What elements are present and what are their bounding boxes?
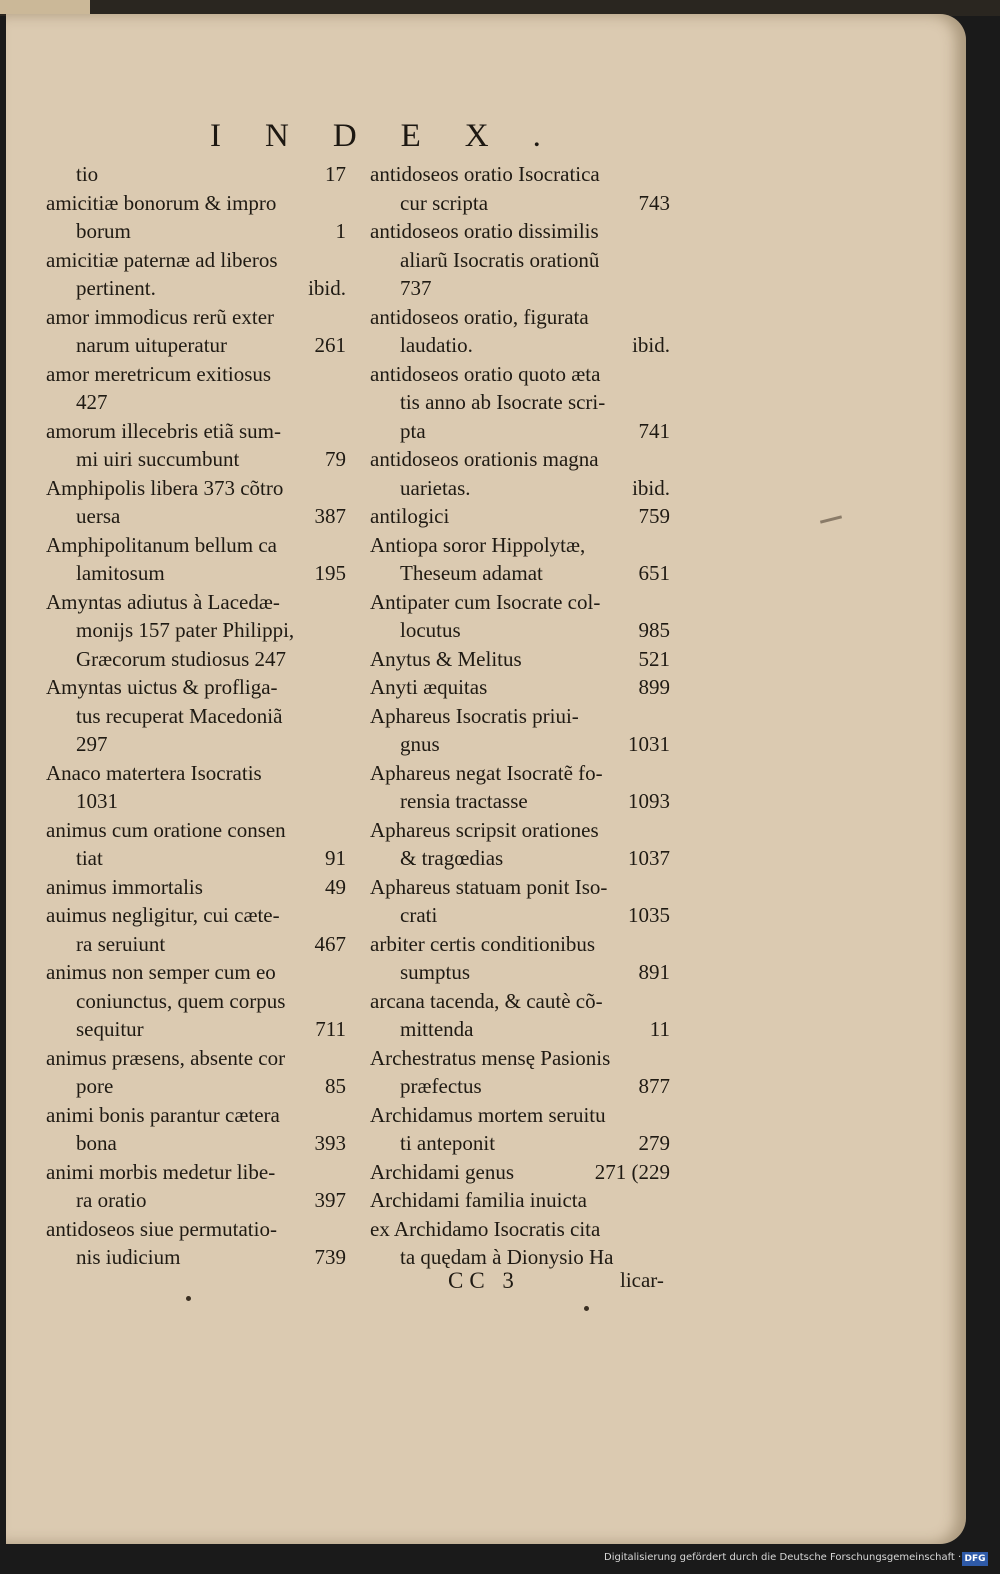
entry-text: tis anno ab Isocrate scri-: [400, 390, 606, 414]
entry-page-number: ibid.: [308, 276, 346, 300]
index-entry: [370, 1186, 670, 1215]
ink-dot: [186, 1296, 191, 1301]
index-entry: [370, 616, 670, 645]
entry-text: coniunctus, quem corpus: [76, 988, 286, 1013]
index-entry: [46, 673, 346, 702]
index-entry: [370, 987, 670, 1016]
entry-text: tiat: [76, 846, 103, 870]
entry-text: animus non semper cum eo: [46, 960, 276, 984]
entry-text: antidoseos siue permutatio-: [46, 1216, 277, 1241]
index-entry: [370, 844, 670, 873]
index-entry: [370, 388, 670, 417]
entry-page-number: 1035: [628, 903, 670, 927]
entry-text: sequitur: [76, 1017, 144, 1041]
entry-text: Antiopa soror Hippolytæ,: [370, 532, 586, 557]
entry-text: aliarũ Isocratis orationũ: [400, 247, 600, 272]
entry-text: animus immortalis: [46, 874, 203, 899]
entry-page-number: 521: [638, 646, 670, 671]
entry-text: cur scripta: [400, 190, 489, 215]
index-entry: [370, 303, 670, 332]
signature-mark: CC 3: [448, 1268, 520, 1293]
entry-text: 297: [76, 732, 108, 756]
index-entry: [46, 901, 346, 930]
index-entry: [46, 274, 346, 303]
entry-text: bona: [76, 1131, 117, 1155]
entry-text: uarietas.: [400, 475, 471, 500]
index-entry: [46, 445, 346, 474]
entry-text: Græcorum studiosus 247: [76, 646, 286, 671]
entry-text: Theseum adamat: [400, 561, 543, 585]
index-entry: [46, 1243, 346, 1272]
entry-text: ti anteponit: [400, 1131, 496, 1155]
entry-text: Archidami genus: [370, 1159, 515, 1184]
entry-page-number: 899: [638, 675, 670, 699]
entry-text: 427: [76, 390, 108, 414]
index-entry: [370, 559, 670, 588]
entry-text: Archidami familia inuicta: [370, 1188, 587, 1212]
entry-page-number: 1031: [628, 732, 670, 756]
entry-text: ex Archidamo Isocratis cita: [370, 1216, 601, 1241]
entry-text: borum: [76, 219, 131, 243]
index-column-left: [46, 160, 346, 1272]
index-entry: [370, 588, 670, 617]
entry-text: 1031: [76, 789, 118, 813]
entry-text: narum uituperatur: [76, 333, 228, 357]
entry-page-number: 91: [325, 846, 346, 870]
entry-text: Aphareus negat Isocratẽ fo-: [370, 760, 603, 785]
index-entry: [370, 1158, 670, 1187]
index-entry: [46, 787, 346, 816]
entry-text: rensia tractasse: [400, 789, 528, 813]
index-entry: [370, 502, 670, 531]
entry-text: Archidamus mortem seruitu: [370, 1102, 606, 1127]
entry-page-number: 195: [314, 561, 346, 585]
entry-text: præfectus: [400, 1074, 482, 1098]
index-entry: [46, 958, 346, 987]
index-entry: [46, 987, 346, 1016]
index-entry: [370, 274, 670, 303]
index-entry: [46, 1215, 346, 1244]
index-entry: [370, 531, 670, 560]
index-entry: [370, 217, 670, 246]
index-entry: [46, 502, 346, 531]
index-entry: [370, 958, 670, 987]
entry-page-number: 387: [314, 504, 346, 528]
entry-page-number: 393: [314, 1131, 346, 1155]
entry-page-number: 759: [638, 504, 670, 528]
entry-text: antidoseos oratio Isocratica: [370, 162, 600, 186]
index-entry: [370, 645, 670, 674]
entry-text: ra oratio: [76, 1188, 147, 1212]
dfg-logo: DFG: [962, 1552, 988, 1566]
entry-text: Aphareus statuam ponit Iso-: [370, 874, 608, 899]
index-entry: [370, 930, 670, 959]
index-entry: [46, 816, 346, 845]
entry-text: mi uiri succumbunt: [76, 447, 240, 471]
entry-page-number: 739: [314, 1245, 346, 1269]
entry-text: uersa: [76, 504, 121, 528]
entry-text: Amyntas adiutus à Lacedæ-: [46, 589, 280, 614]
index-entry: [370, 246, 670, 275]
entry-text: Anyti æquitas: [370, 675, 488, 699]
entry-page-number: 1: [335, 219, 346, 243]
index-entry: [370, 160, 670, 189]
entry-page-number: 279: [638, 1131, 670, 1155]
ink-dot: [584, 1306, 589, 1311]
index-entry: [46, 1044, 346, 1073]
entry-text: animus præsens, absente cor: [46, 1045, 286, 1070]
index-entry: [370, 1044, 670, 1073]
index-entry: [46, 730, 346, 759]
index-entry: [46, 417, 346, 446]
entry-text: ra seruiunt: [76, 931, 166, 956]
entry-page-number: 711: [315, 1017, 346, 1041]
entry-text: auimus negligitur, cui cæte-: [46, 903, 280, 927]
entry-text: Amphipolis libera 373 cõtro: [46, 475, 284, 500]
entry-text: locutus: [400, 618, 461, 642]
entry-page-number: 741: [638, 418, 670, 443]
entry-text: gnus: [400, 732, 440, 756]
index-entry: [370, 1215, 670, 1244]
index-entry: [46, 1158, 346, 1187]
entry-text: & tragœdias: [400, 846, 504, 870]
index-entry: [370, 360, 670, 389]
entry-text: pore: [76, 1074, 114, 1098]
entry-page-number: 397: [314, 1188, 346, 1212]
entry-page-number: 891: [638, 960, 670, 984]
index-entry: [46, 588, 346, 617]
entry-text: animi bonis parantur cætera: [46, 1102, 280, 1127]
index-entry: [46, 360, 346, 389]
index-entry: [370, 787, 670, 816]
index-entry: [370, 873, 670, 902]
entry-page-number: 1093: [628, 789, 670, 813]
page-heading: INDEX.: [210, 118, 585, 154]
index-entry: [370, 759, 670, 788]
index-entry: [370, 1015, 670, 1044]
index-entry: [46, 616, 346, 645]
entry-text: tus recuperat Macedoniã: [76, 703, 283, 728]
entry-text: lamitosum: [76, 561, 165, 585]
entry-text: antidoseos oratio, figurata: [370, 304, 589, 329]
entry-page-number: 79: [325, 447, 346, 471]
index-entry: [46, 1186, 346, 1215]
index-entry: [46, 531, 346, 560]
entry-text: ta quędam à Dionysio Ha: [400, 1245, 614, 1269]
index-entry: [370, 1129, 670, 1158]
entry-text: Anaco matertera Isocratis: [46, 760, 262, 785]
entry-page-number: 49: [325, 874, 346, 899]
entry-text: Aphareus Isocratis priui-: [370, 703, 579, 728]
index-entry: [46, 645, 346, 674]
entry-page-number: ibid.: [632, 333, 670, 357]
index-entry: [46, 844, 346, 873]
index-entry: [46, 474, 346, 503]
entry-text: antidoseos oratio dissimilis: [370, 219, 599, 243]
index-entry: [46, 331, 346, 360]
entry-page-number: 467: [314, 931, 346, 956]
index-entry: [46, 246, 346, 275]
entry-text: crati: [400, 903, 438, 927]
index-entry: [46, 702, 346, 731]
entry-page-number: 271 (229: [594, 1159, 670, 1184]
index-entry: [46, 388, 346, 417]
entry-text: Amphipolitanum bellum ca: [46, 532, 277, 557]
index-entry: [46, 873, 346, 902]
index-entry: [46, 559, 346, 588]
index-entry: [46, 303, 346, 332]
index-entry: [46, 1072, 346, 1101]
entry-text: 737: [400, 276, 432, 300]
entry-page-number: 985: [638, 618, 670, 642]
index-entry: [370, 730, 670, 759]
entry-text: Anytus & Melitus: [370, 646, 522, 671]
entry-text: Archestratus mensę Pasionis: [370, 1045, 611, 1070]
entry-text: antilogici: [370, 504, 450, 528]
index-entry: [370, 702, 670, 731]
entry-text: Antipater cum Isocrate col-: [370, 589, 601, 614]
index-column-right: [370, 160, 670, 1272]
catchword: licar-: [620, 1268, 664, 1292]
index-entry: [370, 901, 670, 930]
entry-page-number: 261: [314, 333, 346, 357]
entry-page-number: 17: [325, 162, 346, 186]
entry-text: arbiter certis conditionibus: [370, 931, 596, 956]
index-entry: [370, 1101, 670, 1130]
entry-text: Amyntas uictus & profliga-: [46, 675, 278, 699]
index-entry: [46, 189, 346, 218]
index-entry: [46, 1015, 346, 1044]
entry-page-number: 11: [649, 1017, 670, 1041]
entry-text: monijs 157 pater Philippi,: [76, 618, 295, 642]
index-entry: [46, 759, 346, 788]
index-entry: [46, 160, 346, 189]
entry-text: Aphareus scripsit orationes: [370, 817, 599, 842]
index-entry: [370, 1072, 670, 1101]
index-entry: [370, 673, 670, 702]
index-entry: [370, 474, 670, 503]
entry-page-number: 1037: [628, 846, 670, 870]
index-entry: [46, 1101, 346, 1130]
entry-text: mittenda: [400, 1017, 474, 1041]
entry-page-number: 85: [325, 1074, 346, 1098]
entry-text: sumptus: [400, 960, 471, 984]
entry-text: pta: [400, 418, 426, 443]
entry-text: pertinent.: [76, 276, 156, 300]
entry-text: amicitiæ bonorum & impro: [46, 190, 277, 215]
index-entry: [370, 816, 670, 845]
entry-text: amicitiæ paternæ ad liberos: [46, 247, 278, 272]
index-entry: [370, 189, 670, 218]
index-entry: [46, 1129, 346, 1158]
index-entry: [46, 217, 346, 246]
entry-text: animus cum oratione consen: [46, 817, 286, 842]
entry-text: amorum illecebris etiã sum-: [46, 418, 282, 443]
entry-text: tio: [76, 162, 99, 186]
index-entry: [46, 930, 346, 959]
neighbor-page-edge: [0, 0, 90, 14]
index-entry: [370, 445, 670, 474]
entry-text: nis iudicium: [76, 1245, 181, 1269]
entry-text: animi morbis medetur libe-: [46, 1159, 276, 1184]
entry-page-number: 743: [638, 190, 670, 215]
entry-text: laudatio.: [400, 333, 473, 357]
entry-text: amor meretricum exitiosus: [46, 361, 272, 386]
entry-page-number: ibid.: [632, 475, 670, 500]
entry-page-number: 877: [638, 1074, 670, 1098]
entry-text: antidoseos oratio quoto æta: [370, 361, 601, 386]
index-entry: [370, 331, 670, 360]
entry-page-number: 651: [638, 561, 670, 585]
digitization-credit: Digitalisierung gefördert durch die Deutsche Forschungsgemeinschaft ·: [604, 1552, 962, 1563]
entry-text: antidoseos orationis magna: [370, 447, 599, 471]
entry-text: amor immodicus rerũ exter: [46, 304, 275, 329]
index-entry: [370, 417, 670, 446]
entry-text: arcana tacenda, & cautè cõ-: [370, 988, 603, 1013]
